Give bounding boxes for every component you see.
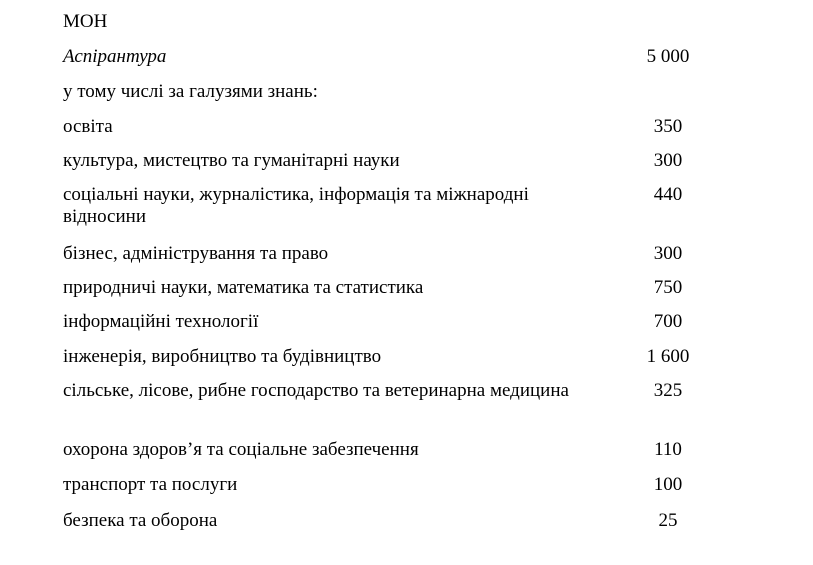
subheading: у тому числі за галузями знань: <box>63 81 318 102</box>
row-label: сільське, лісове, рибне господарство та ветеринарна медицина <box>63 380 569 401</box>
row-label: інформаційні технології <box>63 311 259 332</box>
org-title: МОН <box>63 11 108 32</box>
row-label: природничі науки, математика та статистика <box>63 277 424 298</box>
row-value: 700 <box>653 311 683 332</box>
row-label: інженерія, виробництво та будівництво <box>63 346 382 367</box>
row-value: 325 <box>653 380 683 401</box>
total-label: Аспірантура <box>63 46 167 67</box>
row-value: 300 <box>653 243 683 264</box>
row-value: 100 <box>653 474 683 495</box>
row-label: бізнес, адміністрування та право <box>63 243 329 264</box>
row-label: культура, мистецтво та гуманітарні науки <box>63 150 400 171</box>
row-value: 110 <box>654 439 682 460</box>
row-label: соціальні науки, журналістика, інформація та міжнародні відносини <box>63 184 529 227</box>
row-value: 350 <box>653 116 683 137</box>
total-value: 5 000 <box>646 46 690 67</box>
row-label: освіта <box>63 116 113 137</box>
row-value: 440 <box>653 184 683 205</box>
row-label: охорона здоров’я та соціальне забезпечення <box>63 439 419 460</box>
row-label: транспорт та послуги <box>63 474 238 495</box>
row-value: 25 <box>658 510 678 531</box>
row-value: 750 <box>653 277 683 298</box>
row-label: безпека та оборона <box>63 510 218 531</box>
row-value: 1 600 <box>646 346 690 367</box>
row-value: 300 <box>653 150 683 171</box>
